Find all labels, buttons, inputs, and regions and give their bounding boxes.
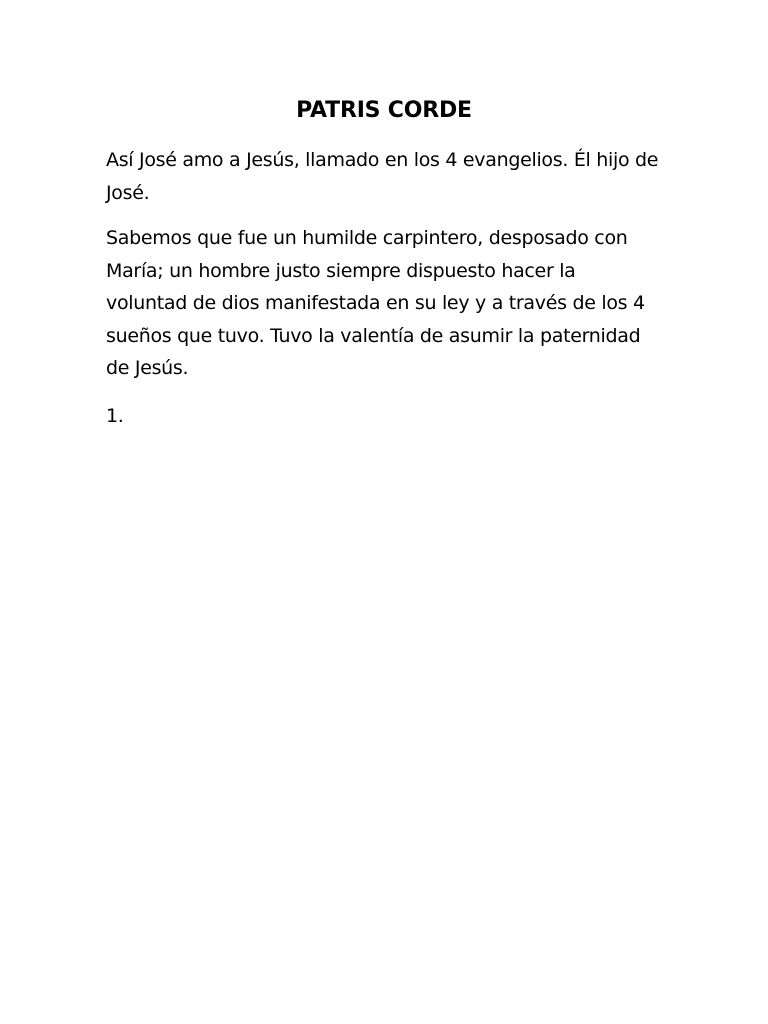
paragraph-1 [106,144,666,209]
paragraph-2 [106,222,666,385]
paragraph-line: María; un hombre justo siempre dispuesto hacer la [106,259,576,282]
paragraph-line: de Jesús. [106,357,189,379]
list-number: 1. [106,405,124,427]
paragraph-line: voluntad de dios manifestada en su ley y a través de los 4 [106,292,645,314]
paragraph-line: José. [106,181,150,204]
paragraph-line: sueños que tuvo. Tuvo la valentía de asumir la paternidad [106,324,641,347]
document-title: PATRIS CORDE [296,98,472,123]
paragraph-line: Así José amo a Jesús, llamado en los 4 evangelios. Él hijo de [106,149,659,171]
paragraph-line: Sabemos que fue un humilde carpintero, desposado con [106,227,628,249]
list-number-item [106,400,666,433]
